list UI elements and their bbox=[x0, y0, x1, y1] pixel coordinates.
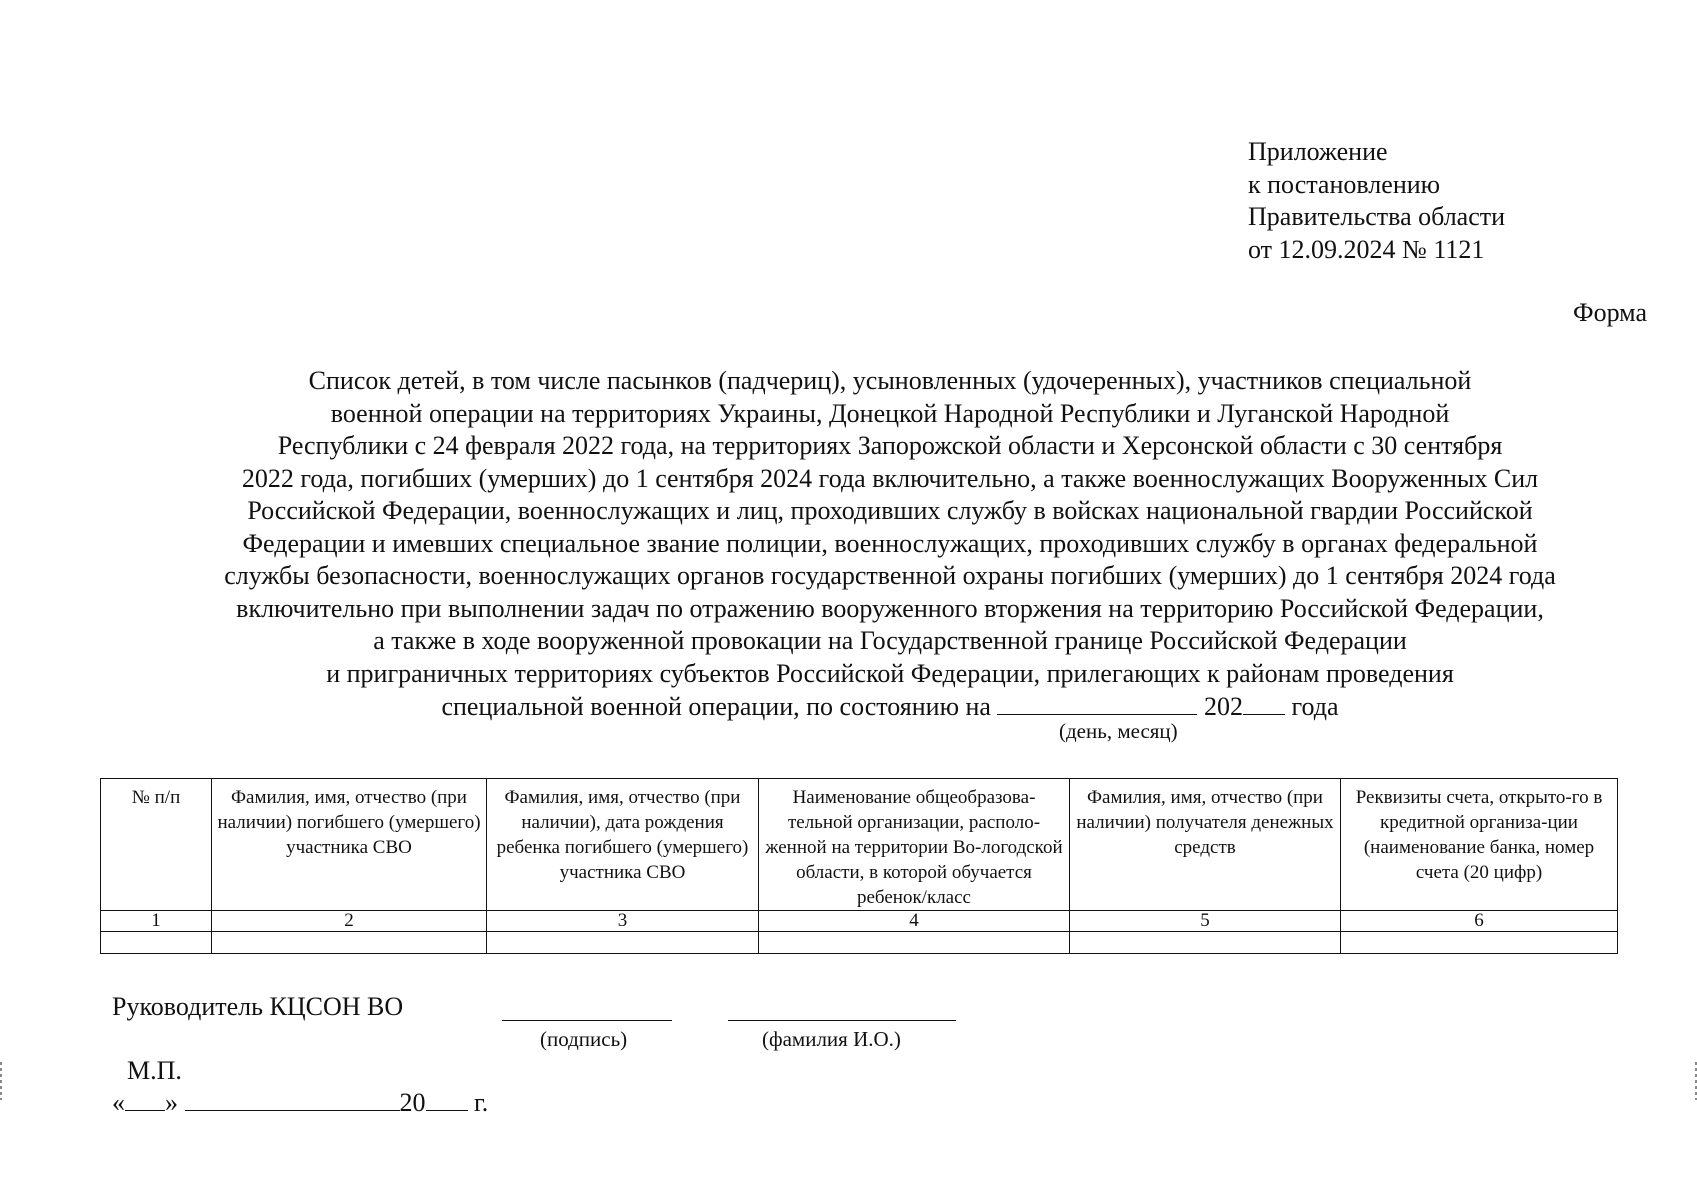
title-line: включительно при выполнении задач по отражению вооруженного вторжения на территорию Российской Федерации, bbox=[236, 593, 1544, 623]
title-year-prefix: 202 bbox=[1203, 692, 1243, 721]
column-number: 3 bbox=[487, 911, 759, 932]
table-cell[interactable] bbox=[759, 932, 1070, 954]
signature-field[interactable] bbox=[502, 1020, 672, 1021]
year-blank-field[interactable] bbox=[1243, 690, 1285, 715]
title-line: и приграничных территориях субъектов Российской Федерации, прилегающих к районам проведения bbox=[326, 658, 1454, 688]
title-line: Республики с 24 февраля 2022 года, на территориях Запорожской области и Херсонской области с 30 сентября bbox=[277, 431, 1503, 460]
table-cell[interactable] bbox=[1070, 932, 1341, 954]
title-line: а также в ходе вооруженной провокации на Государственной границе Российской Федерации bbox=[373, 626, 1407, 655]
title-line: Федерации и имевших специальное звание полиции, военнослужащих, проходивших службу в органах федеральной bbox=[242, 528, 1538, 558]
table-column-numbers-row bbox=[101, 911, 1618, 932]
table-cell[interactable] bbox=[1341, 932, 1618, 954]
date-hint: (день, месяц) bbox=[1059, 719, 1178, 743]
date-century: 20 bbox=[399, 1088, 426, 1117]
column-number: 5 bbox=[1070, 911, 1341, 932]
header-recipient-name: Фамилия, имя, отчество (при наличии) получателя денежных средств bbox=[1070, 779, 1341, 911]
year-field[interactable] bbox=[426, 1086, 468, 1111]
title-line: военной операции на территориях Украины, Донецкой Народной Республики и Луганской Народной bbox=[330, 398, 1450, 428]
title-last-line-prefix: специальной военной операции, по состоянию на bbox=[441, 692, 991, 721]
table-header-row bbox=[101, 779, 1618, 911]
signature-date bbox=[112, 1086, 488, 1118]
name-hint: (фамилия И.О.) bbox=[762, 1027, 901, 1051]
header-school: Наименование общеобразова-тельной организации, располо-женной на территории Во-логодской области, в которой обучается ребенок/класс bbox=[759, 779, 1070, 911]
column-number: 4 bbox=[759, 911, 1070, 932]
stamp-label: М.П. bbox=[127, 1056, 182, 1085]
annex-line: от 12.09.2024 № 1121 bbox=[1248, 234, 1485, 264]
scan-edge-mark bbox=[0, 1062, 2, 1100]
annex-line: Приложение bbox=[1248, 137, 1388, 166]
column-number: 2 bbox=[212, 911, 487, 932]
table-row bbox=[101, 932, 1618, 954]
table-cell[interactable] bbox=[487, 932, 759, 954]
title-line: службы безопасности, военнослужащих органов государственной охраны погибших (умерших) до 1 сентября 2024 года bbox=[224, 561, 1556, 590]
title-line: Российской Федерации, военнослужащих и лиц, проходивших службу в войсках национальной гвардии Российской bbox=[247, 496, 1533, 525]
header-bank-details: Реквизиты счета, открыто-го в кредитной организа-ции (наименование банка, номер счета (20 цифр) bbox=[1341, 779, 1618, 911]
annex-line: к постановлению bbox=[1248, 169, 1441, 199]
date-suffix: г. bbox=[474, 1088, 489, 1117]
title-line: 2022 года, погибших (умерших) до 1 сентября 2024 года включительно, а также военнослужащих Вооруженных Сил bbox=[241, 463, 1539, 493]
column-number: 1 bbox=[101, 911, 212, 932]
form-label: Форма bbox=[1573, 298, 1647, 327]
month-field[interactable] bbox=[185, 1086, 400, 1111]
day-field[interactable] bbox=[125, 1086, 165, 1111]
signature-hint: (подпись) bbox=[540, 1027, 628, 1051]
title-line: Список детей, в том числе пасынков (падчериц), усыновленных (удочеренных), участников специальной bbox=[308, 366, 1472, 395]
title-last-line-suffix: года bbox=[1291, 692, 1339, 721]
table-cell[interactable] bbox=[101, 932, 212, 954]
header-child-name: Фамилия, имя, отчество (при наличии), дата рождения ребенка погибшего (умершего) участника СВО bbox=[487, 779, 759, 911]
column-number: 6 bbox=[1341, 911, 1618, 932]
children-list-table bbox=[100, 778, 1618, 954]
header-number: № п/п bbox=[101, 779, 212, 911]
table-cell[interactable] bbox=[212, 932, 487, 954]
date-open-quote: « bbox=[112, 1088, 125, 1117]
header-participant-name: Фамилия, имя, отчество (при наличии) погибшего (умершего) участника СВО bbox=[212, 779, 487, 911]
name-field[interactable] bbox=[728, 1020, 956, 1021]
annex-line: Правительства области bbox=[1248, 202, 1506, 231]
date-close-quote: » bbox=[165, 1088, 178, 1117]
head-label: Руководитель КЦСОН ВО bbox=[112, 992, 404, 1021]
title-last-line bbox=[140, 690, 1640, 724]
annex-block bbox=[1248, 136, 1505, 266]
document-title bbox=[140, 365, 1640, 724]
date-blank-field[interactable] bbox=[997, 690, 1197, 715]
